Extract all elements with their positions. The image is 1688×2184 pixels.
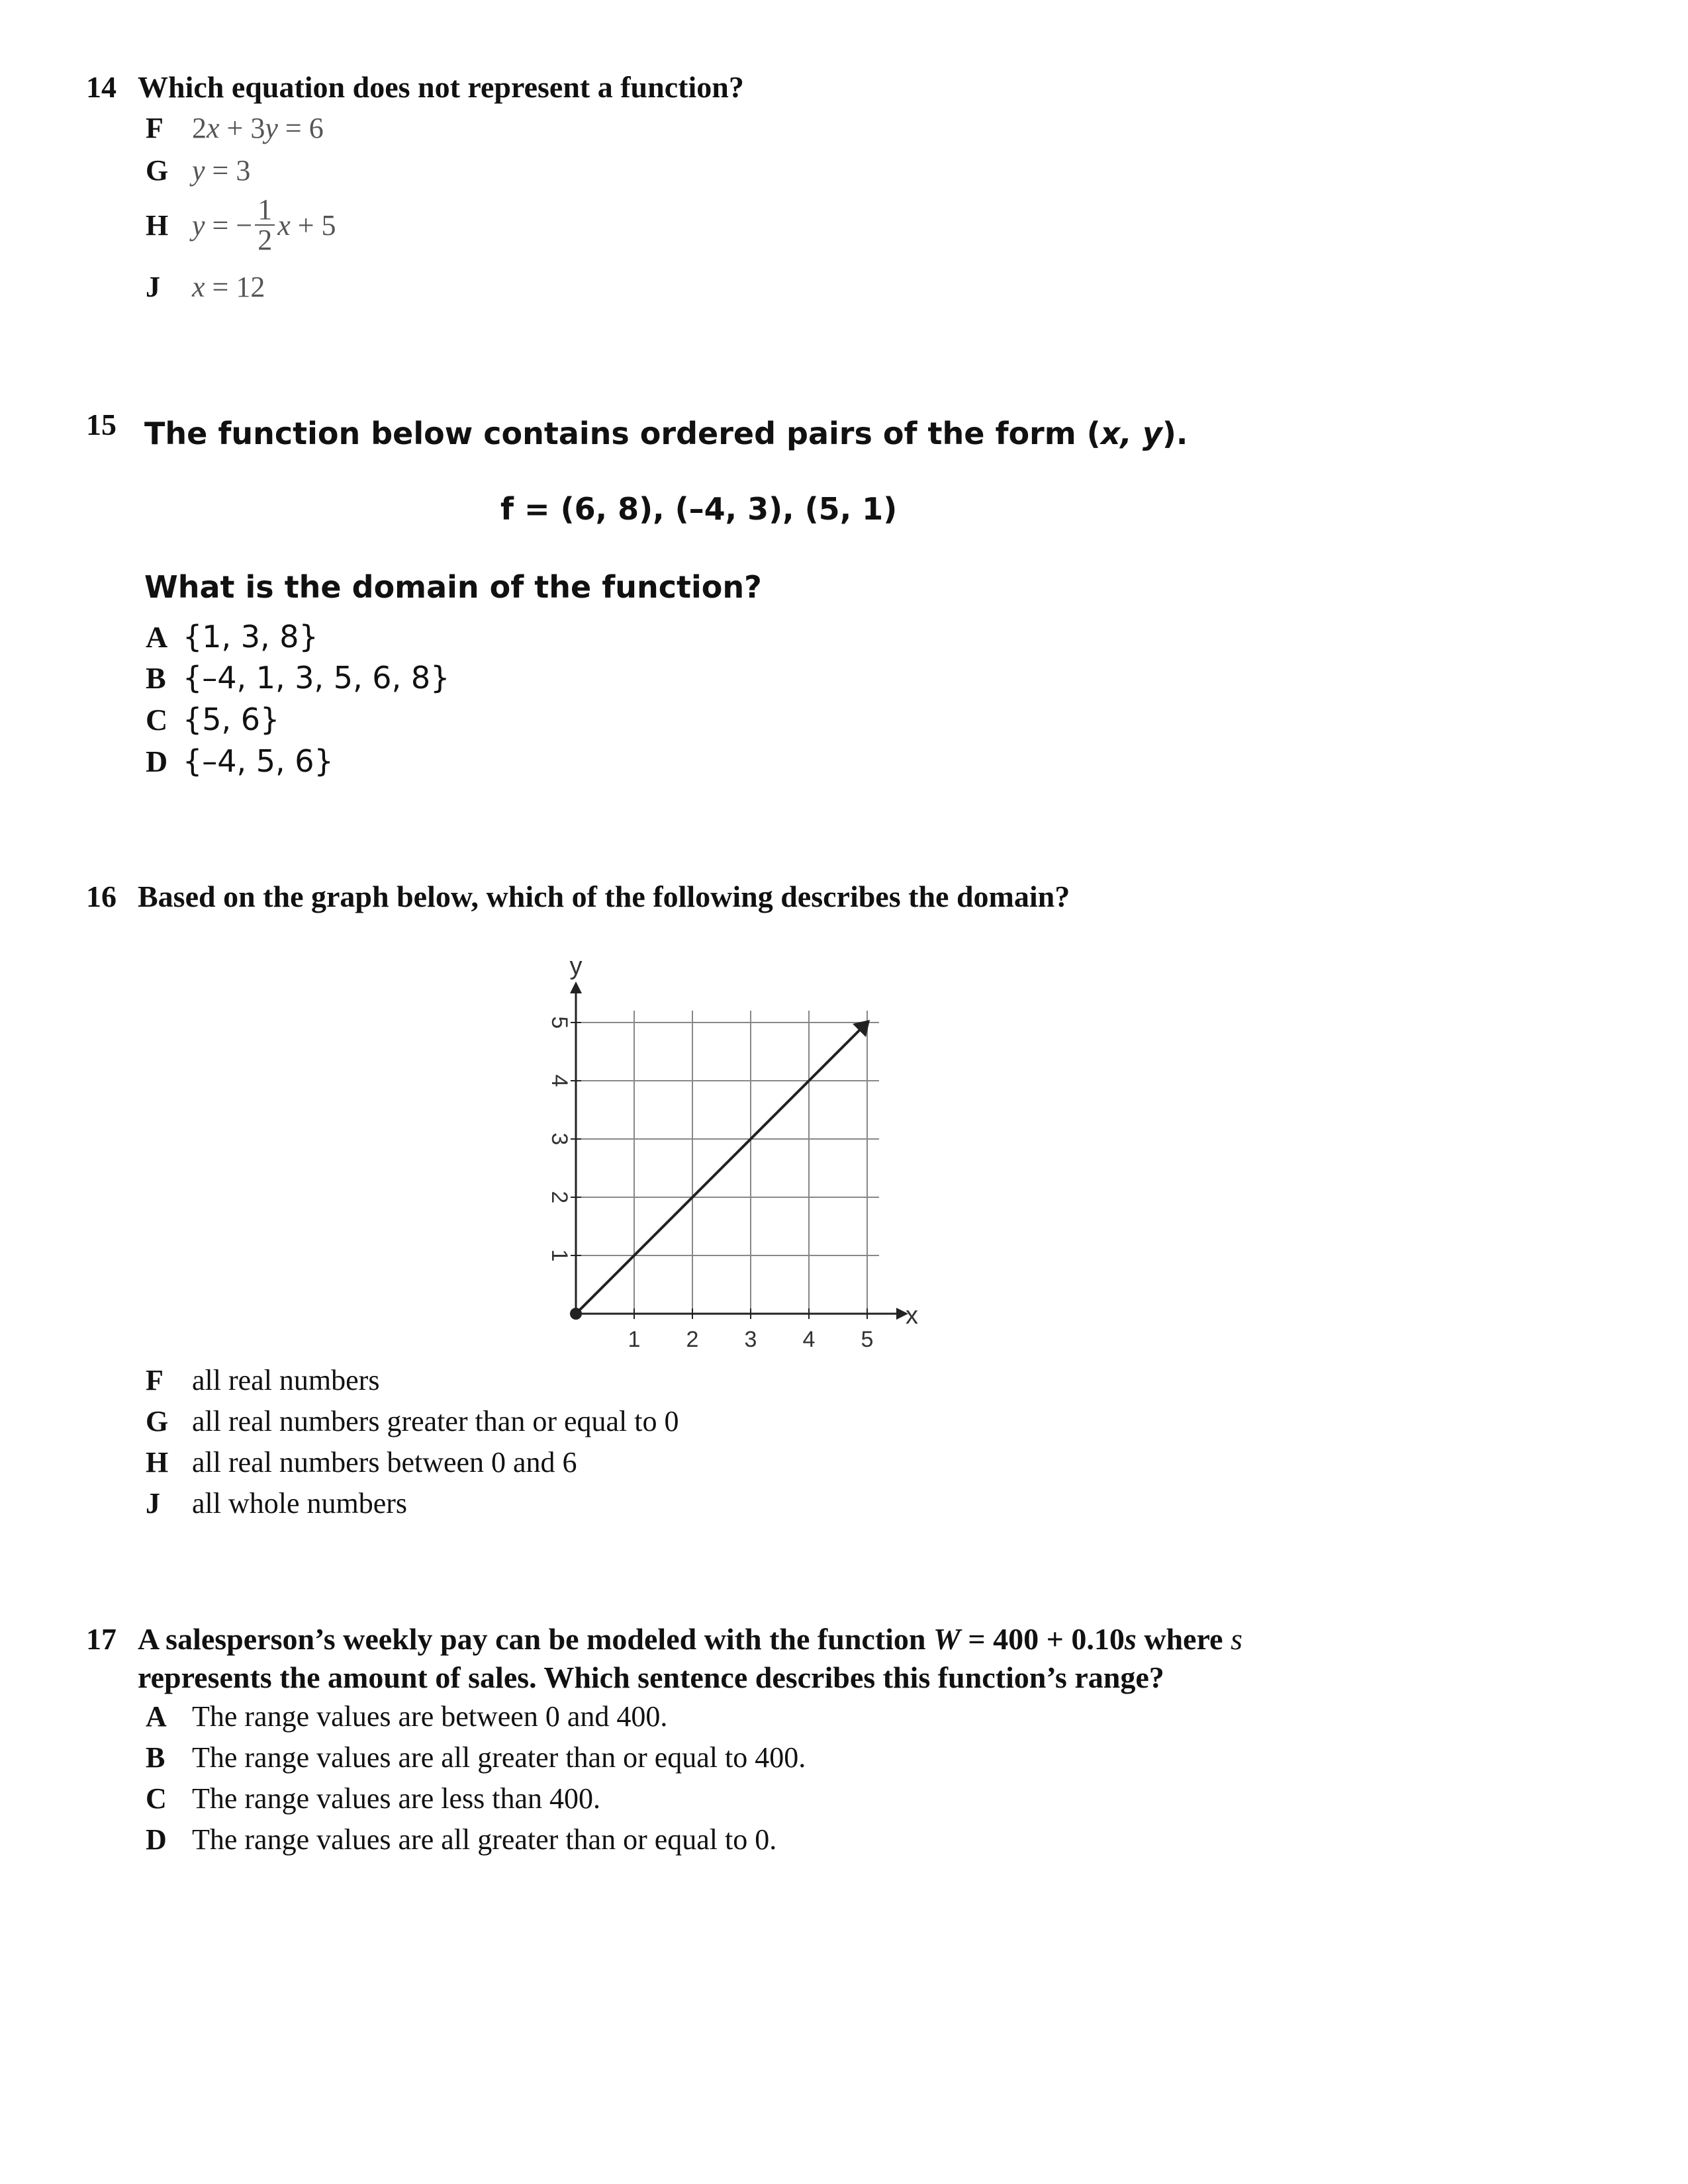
q14-option-f[interactable] bbox=[146, 111, 324, 145]
q16-option-f[interactable] bbox=[146, 1363, 379, 1397]
q14-option-h[interactable] bbox=[146, 192, 336, 258]
x-tick-label: 2 bbox=[686, 1327, 699, 1352]
series bbox=[570, 1020, 870, 1320]
q17-option-b[interactable] bbox=[146, 1741, 806, 1774]
option-letter: D bbox=[146, 745, 168, 778]
option-letter: G bbox=[146, 1405, 169, 1437]
option-letter: B bbox=[146, 661, 166, 695]
y-tick-label: 2 bbox=[547, 1191, 572, 1204]
series-line bbox=[576, 1029, 861, 1314]
y-tick-label: 3 bbox=[547, 1132, 572, 1146]
option-text: The range values are all greater than or equal to 400. bbox=[192, 1741, 806, 1774]
option-text: {–4, 5, 6} bbox=[183, 743, 334, 779]
option-text: {–4, 1, 3, 5, 6, 8} bbox=[183, 660, 450, 696]
question-16-stem: Based on the graph below, which of the following describes the domain? bbox=[138, 880, 1070, 913]
option-letter: C bbox=[146, 703, 168, 737]
option-letter: C bbox=[146, 1782, 167, 1815]
q15-option-a[interactable] bbox=[146, 619, 318, 655]
function-set: f = (6, 8), (–4, 3), (5, 1) bbox=[500, 491, 898, 527]
option-letter: B bbox=[146, 1741, 165, 1774]
x-tick-label: 4 bbox=[802, 1327, 816, 1352]
option-letter: A bbox=[146, 1700, 167, 1733]
option-text: {1, 3, 8} bbox=[183, 619, 318, 655]
line-graph bbox=[516, 946, 918, 1357]
option-letter: H bbox=[146, 208, 169, 242]
q15-option-c[interactable] bbox=[146, 702, 279, 737]
option-text: all whole numbers bbox=[192, 1487, 408, 1520]
q17-option-c[interactable] bbox=[146, 1782, 600, 1815]
equation-h: y = − $\frac{1}{2}$ x + 5 bbox=[192, 193, 336, 256]
option-text: The range values are less than 400. bbox=[192, 1782, 600, 1815]
question-15-question: What is the domain of the function? bbox=[144, 569, 762, 605]
option-letter: G bbox=[146, 154, 169, 187]
option-text: all real numbers bbox=[192, 1364, 380, 1396]
y-tick-label: 5 bbox=[547, 1016, 572, 1029]
y-tick-label: 1 bbox=[547, 1249, 572, 1262]
q15-option-b[interactable] bbox=[146, 660, 449, 696]
y-axis-label: y bbox=[569, 952, 583, 980]
q14-option-j[interactable] bbox=[146, 270, 265, 304]
x-tick-label: 1 bbox=[628, 1327, 641, 1352]
option-letter: H bbox=[146, 1446, 169, 1479]
q17-option-d[interactable] bbox=[146, 1823, 776, 1856]
x-tick-label: 3 bbox=[744, 1327, 757, 1352]
equation-j: x = 12 bbox=[192, 271, 265, 303]
q17-option-a[interactable] bbox=[146, 1700, 667, 1733]
x-tick-label: 5 bbox=[861, 1327, 874, 1352]
option-letter: J bbox=[146, 1487, 160, 1520]
option-letter: J bbox=[146, 271, 160, 303]
option-letter: A bbox=[146, 620, 168, 654]
y-tick-label: 4 bbox=[547, 1074, 572, 1087]
question-17-stem-line1: A salesperson’s weekly pay can be modeled with the function W = 400 + 0.10s where s bbox=[138, 1622, 1243, 1656]
equation-f: 2x + 3y = 6 bbox=[192, 112, 324, 144]
equation-g: y = 3 bbox=[192, 154, 251, 187]
option-text: The range values are between 0 and 400. bbox=[192, 1700, 668, 1733]
option-text: all real numbers greater than or equal to 0 bbox=[192, 1405, 679, 1437]
fraction-one-half: $\frac{1}{2}$ bbox=[255, 195, 275, 255]
option-letter: F bbox=[146, 1364, 164, 1396]
q16-option-j[interactable] bbox=[146, 1486, 407, 1520]
q14-option-g[interactable] bbox=[146, 154, 250, 187]
q16-option-h[interactable] bbox=[146, 1445, 577, 1479]
option-text: The range values are all greater than or equal to 0. bbox=[192, 1823, 777, 1856]
start-point-dot bbox=[570, 1308, 582, 1320]
option-text: all real numbers between 0 and 6 bbox=[192, 1446, 577, 1479]
x-axis-label: x bbox=[906, 1302, 918, 1330]
question-16-number: 16 bbox=[86, 880, 117, 913]
question-15-number: 15 bbox=[86, 408, 117, 441]
q16-option-g[interactable] bbox=[146, 1404, 679, 1438]
option-text: {5, 6} bbox=[183, 702, 280, 737]
question-14-stem: Which equation does not represent a function? bbox=[138, 70, 744, 104]
question-14-number: 14 bbox=[86, 70, 117, 104]
question-17-number: 17 bbox=[86, 1622, 117, 1656]
question-15-stem: The function below contains ordered pairs of the form (x, y). bbox=[144, 416, 1188, 451]
option-letter: F bbox=[146, 112, 164, 144]
question-17-stem-line2: represents the amount of sales. Which sentence describes this function’s range? bbox=[138, 1661, 1164, 1694]
option-letter: D bbox=[146, 1823, 167, 1856]
y-axis-arrowhead bbox=[570, 981, 582, 993]
q15-option-d[interactable] bbox=[146, 743, 334, 779]
